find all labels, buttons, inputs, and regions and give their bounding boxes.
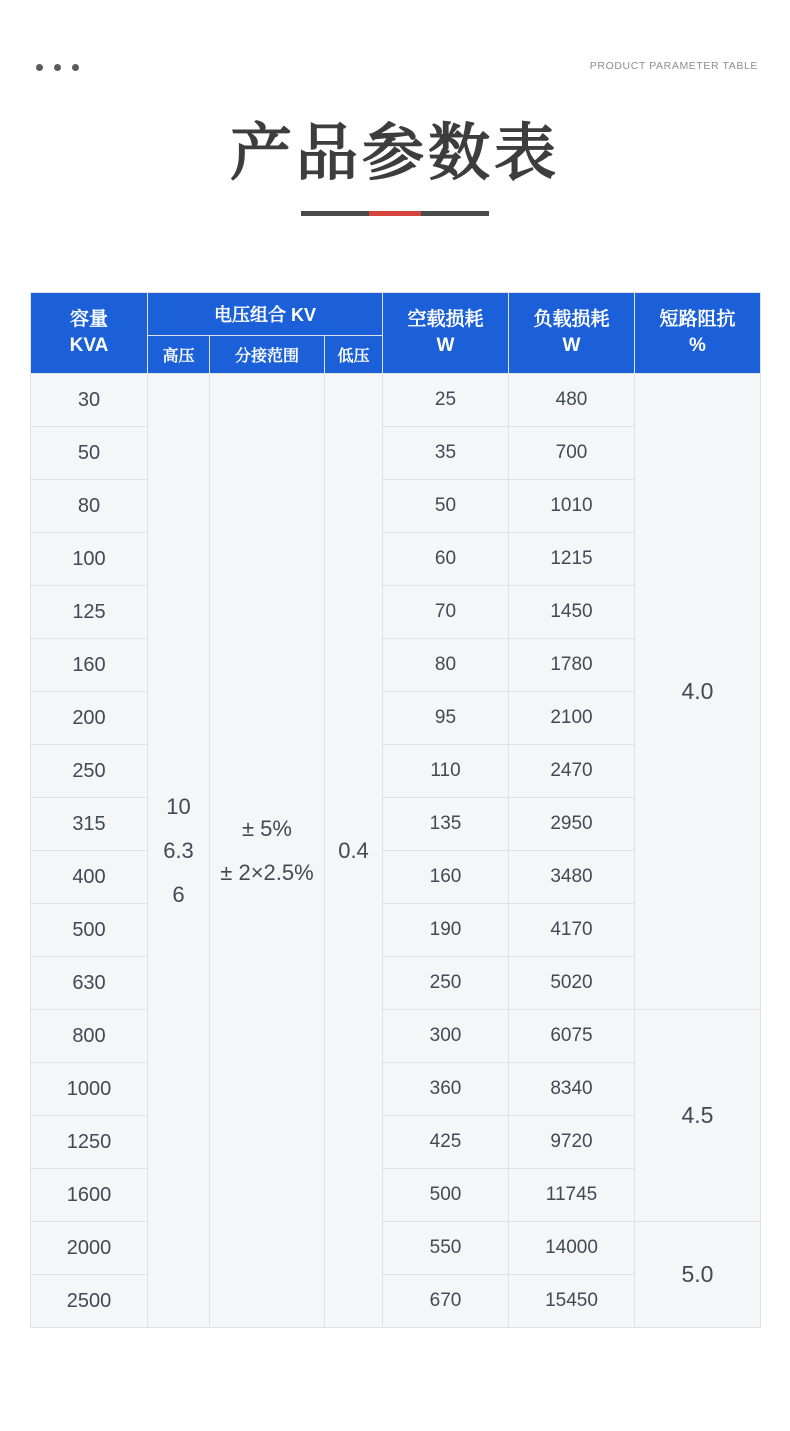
cell-load-loss: 15450: [509, 1275, 635, 1328]
table-head: [31, 293, 761, 374]
cell-no-load-loss: 50: [383, 480, 509, 533]
hv-value: 6: [172, 881, 185, 907]
cell-load-loss: 2100: [509, 692, 635, 745]
cell-load-loss: 2950: [509, 798, 635, 851]
header-tap-range: 分接范围: [210, 336, 325, 374]
cell-capacity: 160: [31, 639, 148, 692]
cell-hv-values: [148, 374, 210, 1328]
cell-capacity: 2000: [31, 1222, 148, 1275]
cell-capacity: 800: [31, 1010, 148, 1063]
parameter-table-wrapper: [30, 292, 760, 1328]
cell-impedance: 4.5: [635, 1010, 761, 1222]
cell-capacity: 200: [31, 692, 148, 745]
tap-range-value: ± 2×2.5%: [220, 859, 314, 885]
cell-capacity: 500: [31, 904, 148, 957]
cell-capacity: 315: [31, 798, 148, 851]
cell-no-load-loss: 60: [383, 533, 509, 586]
cell-capacity: 1000: [31, 1063, 148, 1116]
cell-no-load-loss: 250: [383, 957, 509, 1010]
header-voltage-group: 电压组合 KV: [148, 293, 383, 336]
header-impedance-line1: 短路阻抗: [659, 309, 736, 331]
cell-no-load-loss: 360: [383, 1063, 509, 1116]
header-no-load-loss-line2: W: [436, 335, 455, 356]
table-row: [31, 374, 761, 427]
cell-capacity: 80: [31, 480, 148, 533]
cell-capacity: 30: [31, 374, 148, 427]
cell-load-loss: 1780: [509, 639, 635, 692]
table-row: [31, 1222, 761, 1275]
header-impedance: [635, 293, 761, 374]
cell-load-loss: 11745: [509, 1169, 635, 1222]
header-no-load-loss-line1: 空载损耗: [407, 309, 484, 331]
cell-load-loss: 1010: [509, 480, 635, 533]
header-capacity: [31, 293, 148, 374]
table-row: [31, 1010, 761, 1063]
cell-no-load-loss: 25: [383, 374, 509, 427]
cell-load-loss: 5020: [509, 957, 635, 1010]
cell-impedance: 5.0: [635, 1222, 761, 1328]
title-divider: [301, 211, 489, 216]
header-capacity-line2: KVA: [69, 335, 109, 356]
title-block: [0, 118, 790, 216]
cell-load-loss: 1215: [509, 533, 635, 586]
cell-no-load-loss: 500: [383, 1169, 509, 1222]
cell-no-load-loss: 190: [383, 904, 509, 957]
cell-load-loss: 8340: [509, 1063, 635, 1116]
cell-load-loss: 2470: [509, 745, 635, 798]
page-header: [0, 50, 790, 96]
tap-range-value: ± 5%: [242, 815, 292, 841]
header-load-loss-line1: 负载损耗: [533, 309, 610, 331]
hv-value: 10: [166, 793, 191, 819]
cell-capacity: 1250: [31, 1116, 148, 1169]
header-load-loss: [509, 293, 635, 374]
cell-no-load-loss: 95: [383, 692, 509, 745]
header-lv: 低压: [325, 336, 383, 374]
cell-no-load-loss: 135: [383, 798, 509, 851]
cell-capacity: 2500: [31, 1275, 148, 1328]
cell-no-load-loss: 70: [383, 586, 509, 639]
header-no-load-loss: [383, 293, 509, 374]
cell-load-loss: 6075: [509, 1010, 635, 1063]
three-dots-icon: [36, 64, 79, 71]
cell-load-loss: 9720: [509, 1116, 635, 1169]
cell-no-load-loss: 300: [383, 1010, 509, 1063]
header-impedance-line2: %: [689, 335, 706, 356]
cell-no-load-loss: 80: [383, 639, 509, 692]
header-hv: 高压: [148, 336, 210, 374]
cell-no-load-loss: 425: [383, 1116, 509, 1169]
cell-impedance: 4.0: [635, 374, 761, 1010]
cell-capacity: 250: [31, 745, 148, 798]
cell-load-loss: 14000: [509, 1222, 635, 1275]
cell-no-load-loss: 110: [383, 745, 509, 798]
cell-capacity: 1600: [31, 1169, 148, 1222]
cell-capacity: 50: [31, 427, 148, 480]
cell-load-loss: 4170: [509, 904, 635, 957]
cell-no-load-loss: 670: [383, 1275, 509, 1328]
cell-load-loss: 700: [509, 427, 635, 480]
cell-load-loss: 3480: [509, 851, 635, 904]
cell-no-load-loss: 160: [383, 851, 509, 904]
cell-load-loss: 480: [509, 374, 635, 427]
parameter-table: [30, 292, 761, 1328]
cell-capacity: 630: [31, 957, 148, 1010]
header-capacity-line1: 容量: [69, 309, 108, 331]
hv-value: 6.3: [163, 837, 194, 863]
table-body: [31, 374, 761, 1328]
cell-capacity: 400: [31, 851, 148, 904]
cell-no-load-loss: 35: [383, 427, 509, 480]
cell-no-load-loss: 550: [383, 1222, 509, 1275]
cell-tap-range-values: [210, 374, 325, 1328]
header-eyebrow-text: PRODUCT PARAMETER TABLE: [589, 60, 758, 72]
cell-capacity: 100: [31, 533, 148, 586]
cell-capacity: 125: [31, 586, 148, 639]
page-title: 产品参数表: [229, 116, 560, 189]
cell-load-loss: 1450: [509, 586, 635, 639]
cell-lv-value: 0.4: [325, 374, 383, 1328]
header-load-loss-line2: W: [562, 335, 581, 356]
